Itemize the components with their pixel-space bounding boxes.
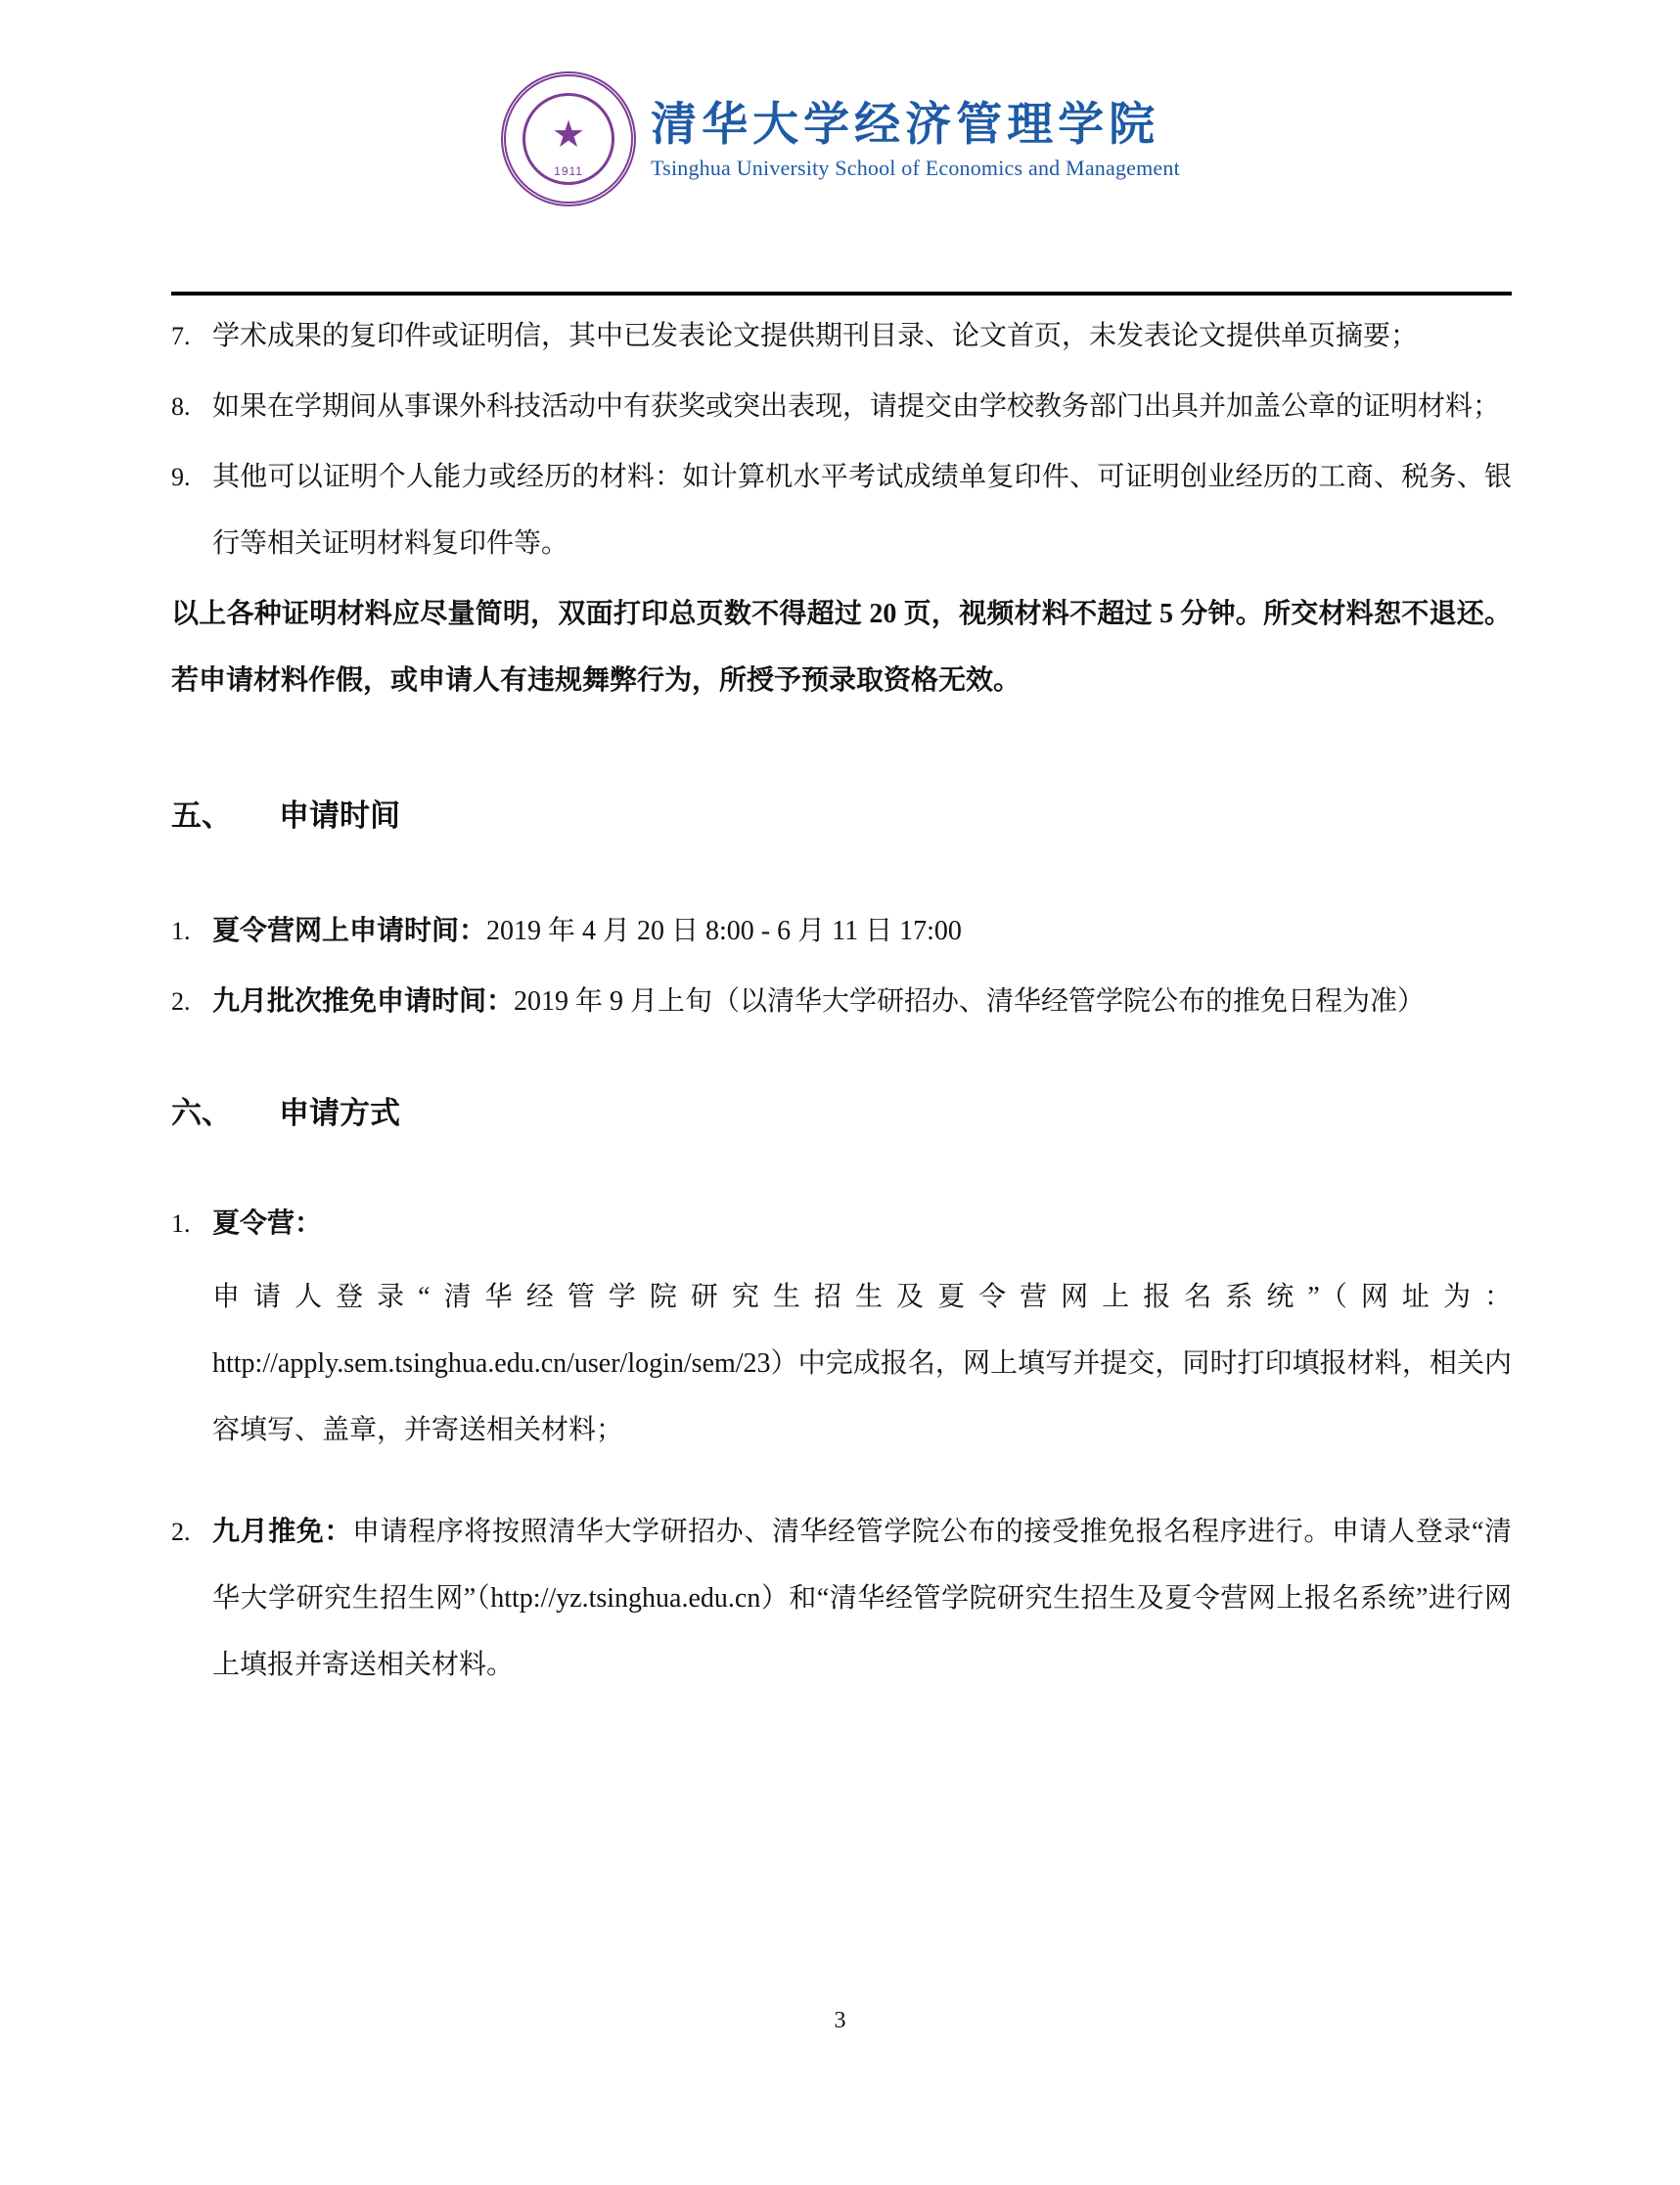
list-item-number: 2. — [171, 987, 191, 1016]
list-item-number: 9. — [171, 463, 191, 491]
section-heading-application-method — [171, 1090, 1512, 1137]
school-title-chinese: 清华大学经济管理学院 — [651, 99, 1160, 151]
list-item-text — [212, 898, 1512, 965]
list-item-number: 7. — [171, 322, 191, 350]
header-title-block — [651, 97, 1180, 182]
item-label: 夏令营网上申请时间： — [212, 916, 487, 946]
school-title-english: Tsinghua University School of Economics and Management — [651, 156, 1180, 181]
list-item-text — [212, 1191, 1512, 1257]
seal-inner-ring — [522, 93, 614, 185]
list-item-number: 1. — [171, 1209, 191, 1238]
list-item-text: 如果在学期间从事课外科技活动中有获奖或突出表现，请提交由学校教务部门出具并加盖公章的证明材料； — [212, 391, 1501, 422]
item-value: 2019 年 4 月 20 日 8:00 - 6 月 11 日 17:00 — [486, 916, 962, 946]
list-item — [171, 898, 1512, 965]
item-label: 夏令营： — [212, 1208, 323, 1239]
item-label: 九月批次推免申请时间： — [212, 986, 515, 1017]
list-item-text — [212, 1499, 1512, 1699]
page-number: 3 — [834, 2008, 846, 2033]
list-item — [171, 374, 1512, 440]
section-number: 五、 — [171, 798, 232, 833]
tsinghua-seal-logo — [500, 70, 637, 207]
list-item — [171, 303, 1512, 370]
list-item-text — [212, 969, 1512, 1035]
list-item — [171, 444, 1512, 577]
seal-outer-ring — [501, 71, 636, 206]
section-number: 六、 — [171, 1096, 232, 1130]
list-item — [171, 969, 1512, 1035]
document-body — [171, 303, 1512, 1699]
item-value: 申请程序将按照清华大学研招办、清华经管学院公布的接受推免报名程序进行。申请人登录“清华大学研究生招生网”（http://yz.tsinghua.edu.cn）和“清华经管学院研究生招生及夏令营网上报名系统”进行网上填报并寄送相关材料。 — [212, 1517, 1512, 1680]
section-heading-application-time — [171, 793, 1512, 840]
list-item-number: 1. — [171, 917, 191, 945]
header-divider-rule — [171, 292, 1512, 296]
seal-year: 1911 — [554, 164, 583, 178]
list-item — [171, 1191, 1512, 1257]
section-title: 申请时间 — [279, 798, 400, 833]
star-icon: ★ — [552, 114, 586, 156]
list-item-number: 2. — [171, 1518, 191, 1546]
item-value: 2019 年 9 月上旬（以清华大学研招办、清华经管学院公布的推免日程为准） — [514, 986, 1426, 1017]
summer-camp-procedure-paragraph: 申请人登录“清华经管学院研究生招生及夏令营网上报名系统”（网址为：http://apply.sem.tsinghua.edu.cn/user/login/sem/23）中完成报名，网上填写并提交，同时打印填报材料，相关内容填写、盖章，并寄送相关材料； — [212, 1282, 1512, 1445]
list-item-text: 学术成果的复印件或证明信，其中已发表论文提供期刊目录、论文首页，未发表论文提供单页摘要； — [212, 321, 1419, 351]
list-item — [171, 1499, 1512, 1699]
list-item-number: 8. — [171, 392, 191, 421]
list-item-text: 其他可以证明个人能力或经历的材料：如计算机水平考试成绩单复印件、可证明创业经历的工商、税务、银行等相关证明材料复印件等。 — [212, 462, 1512, 559]
notice-paragraph: 以上各种证明材料应尽量简明，双面打印总页数不得超过 20 页，视频材料不超过 5 分钟。所交材料恕不退还。若申请材料作假，或申请人有违规舞弊行为，所授予预录取资格无效。 — [171, 599, 1512, 696]
section-title: 申请方式 — [279, 1096, 400, 1130]
item-label: 九月推免： — [212, 1517, 352, 1547]
document-header — [0, 0, 1680, 207]
